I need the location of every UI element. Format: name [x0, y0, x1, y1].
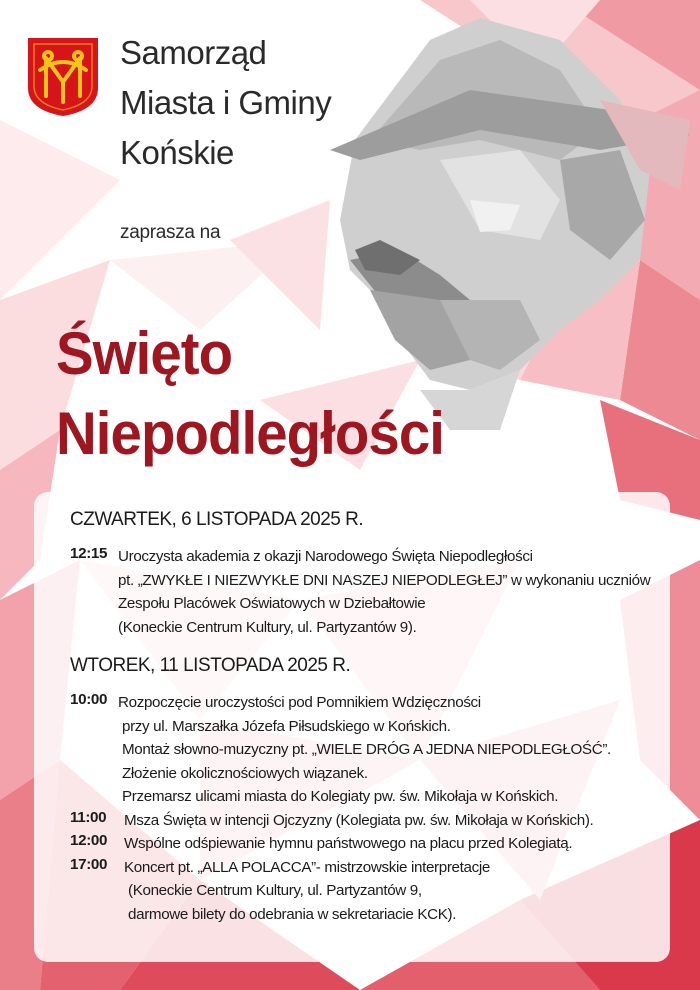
organization-line-3: Końskie — [120, 134, 234, 171]
event-description-line: pt. „ZWYKŁE I NIEZWYKŁE DNI NASZEJ NIEPODLEGŁEJ” w wykonaniu uczniów — [118, 571, 651, 589]
organization-line-1: Samorząd — [120, 34, 267, 71]
event-description-line: (Koneckie Centrum Kultury, ul. Partyzantów 9). — [118, 618, 417, 636]
event-time: 12:00 — [70, 832, 108, 849]
event-description-line: Koncert pt. „ALLA POLACCA”- mistrzowskie interpretacje — [124, 858, 490, 876]
event-description-line: Montaż słowno-muzyczny pt. „WIELE DRÓG A JEDNA NIEPODLEGŁOŚĆ”. — [122, 741, 611, 758]
coat-of-arms-crest — [26, 36, 100, 118]
event-description-line: Przemarsz ulicami miasta do Kolegiaty pw. św. Mikołaja w Końskich. — [122, 788, 559, 805]
schedule — [70, 505, 670, 926]
event-time: 12:15 — [70, 545, 108, 562]
event-time: 10:00 — [70, 691, 108, 708]
invite-text: zaprasza na — [120, 222, 221, 243]
event-title — [56, 314, 444, 474]
event-title-line-1: Święto — [56, 320, 233, 387]
event-description-line: Uroczysta akademia z okazji Narodowego Święta Niepodległości — [118, 548, 533, 565]
event-description-line: darmowe bilety do odebrania w sekretariacie KCK). — [128, 905, 457, 923]
schedule-event — [70, 545, 670, 639]
day-block-tuesday — [70, 651, 670, 926]
event-description-line: Rozpoczęcie uroczystości pod Pomnikiem Wdzięczności — [118, 694, 481, 711]
day-block-thursday — [70, 505, 670, 639]
event-description-line: Msza Święta w intencji Ojczyzny (Kolegiata pw. św. Mikołaja w Końskich). — [124, 811, 594, 829]
organization-line-2: Miasta i Gminy — [120, 84, 332, 121]
event-description-line: Zespołu Placówek Oświatowych w Dziebałtowie — [118, 595, 426, 612]
event-description-line: Złożenie okolicznościowych wiązanek. — [122, 764, 368, 782]
day-heading: CZWARTEK, 6 LISTOPADA 2025 R. — [70, 509, 364, 530]
event-time: 17:00 — [70, 855, 108, 873]
schedule-event — [70, 832, 670, 856]
organization-name — [120, 28, 331, 178]
schedule-event — [70, 856, 670, 927]
event-description-line: Wspólne odśpiewanie hymnu państwowego na placu przed Kolegiatą. — [124, 835, 573, 852]
day-heading: WTOREK, 11 LISTOPADA 2025 R. — [70, 655, 351, 676]
schedule-event — [70, 809, 670, 833]
event-description-line: przy ul. Marszałka Józefa Piłsudskiego w Końskich. — [122, 717, 451, 735]
event-time: 11:00 — [70, 808, 107, 826]
schedule-event — [70, 691, 670, 809]
event-description-line: (Koneckie Centrum Kultury, ul. Partyzantów 9, — [128, 882, 422, 899]
event-title-line-2: Niepodległości — [56, 400, 444, 467]
